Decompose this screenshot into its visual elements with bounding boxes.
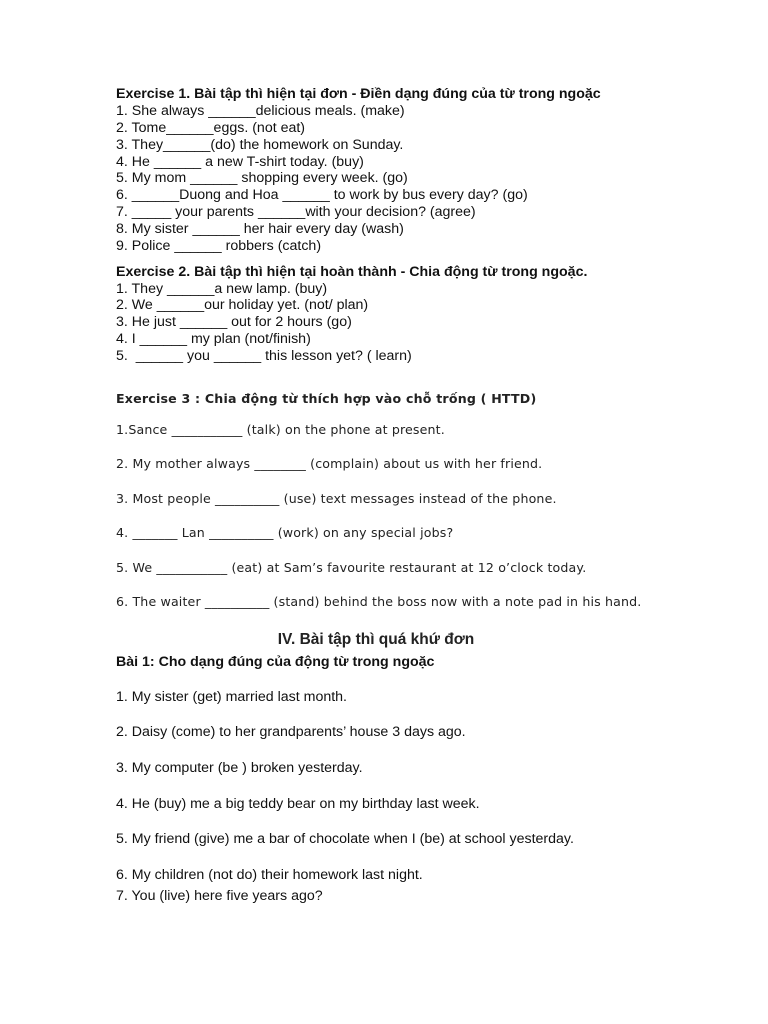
- exercise-item: 5. My friend (give) me a bar of chocolate when I (be) at school yesterday.: [116, 831, 574, 848]
- exercise-2-title: Exercise 2. Bài tập thì hiện tại hoàn thành - Chia động từ trong ngoặc.: [116, 263, 588, 280]
- section-4-list: [116, 688, 756, 906]
- exercise-item: 4. He ______ a new T-shirt today. (buy): [116, 153, 364, 170]
- exercise-item: 2. Daisy (come) to her grandparents’ house 3 days ago.: [116, 724, 466, 741]
- exercise-item: 5. My mom ______ shopping every week. (go): [116, 170, 408, 187]
- exercise-item: 1. My sister (get) married last month.: [116, 688, 348, 705]
- exercise-item: 6. The waiter __________ (stand) behind the boss now with a note pad in his hand.: [116, 594, 642, 610]
- exercise-item: 1. They ______a new lamp. (buy): [116, 280, 328, 297]
- exercise-item: 4. _______ Lan __________ (work) on any special jobs?: [116, 525, 454, 541]
- exercise-item: 7. You (live) here five years ago?: [116, 888, 323, 905]
- exercise-item: 5. We ___________ (eat) at Sam’s favourite restaurant at 12 o’clock today.: [116, 559, 587, 575]
- section-4: [116, 631, 756, 906]
- exercise-item: 2. Tome______eggs. (not eat): [116, 119, 306, 136]
- exercise-1: [116, 86, 756, 255]
- exercise-2-list: [116, 281, 756, 365]
- exercise-item: 8. My sister ______ her hair every day (wash): [116, 220, 404, 237]
- exercise-1-title: Exercise 1. Bài tập thì hiện tại đơn - Điền dạng đúng của từ trong ngoặc: [116, 86, 601, 102]
- exercise-3-title: Exercise 3 : Chia động từ thích hợp vào chỗ trống ( HTTD): [116, 390, 537, 406]
- exercise-item: 1.Sance ___________ (talk) on the phone at present.: [116, 421, 445, 437]
- exercise-item: 3. He just ______ out for 2 hours (go): [116, 314, 352, 331]
- exercise-item: 9. Police ______ robbers (catch): [116, 237, 322, 254]
- exercise-item: 3. My computer (be ) broken yesterday.: [116, 760, 363, 776]
- exercise-item: 6. ______Duong and Hoa ______ to work by bus every day? (go): [116, 187, 528, 204]
- exercise-item: 3. Most people __________ (use) text messages instead of the phone.: [116, 490, 557, 506]
- exercise-1-list: [116, 103, 756, 255]
- exercise-item: 2. We ______our holiday yet. (not/ plan): [116, 297, 369, 314]
- exercise-item: 1. She always ______delicious meals. (make): [116, 103, 405, 119]
- exercise-item: 4. I ______ my plan (not/finish): [116, 331, 311, 348]
- section-4-subheading: Bài 1: Cho dạng đúng của động từ trong ngoặc: [116, 653, 435, 670]
- exercise-item: 6. My children (not do) their homework last night.: [116, 866, 423, 883]
- exercise-item: 3. They______(do) the homework on Sunday.: [116, 136, 404, 153]
- exercise-3: [116, 391, 756, 611]
- exercise-item: 5. ______ you ______ this lesson yet? ( learn): [116, 347, 412, 364]
- exercise-item: 2. My mother always ________ (complain) about us with her friend.: [116, 456, 543, 472]
- document-page: [116, 86, 756, 923]
- exercise-item: 7. _____ your parents ______with your decision? (agree): [116, 204, 476, 221]
- exercise-2: [116, 264, 756, 365]
- exercise-item: 4. He (buy) me a big teddy bear on my birthday last week.: [116, 795, 480, 812]
- section-4-heading: IV. Bài tập thì quá khứ đơn: [277, 630, 475, 648]
- exercise-3-list: [116, 422, 756, 611]
